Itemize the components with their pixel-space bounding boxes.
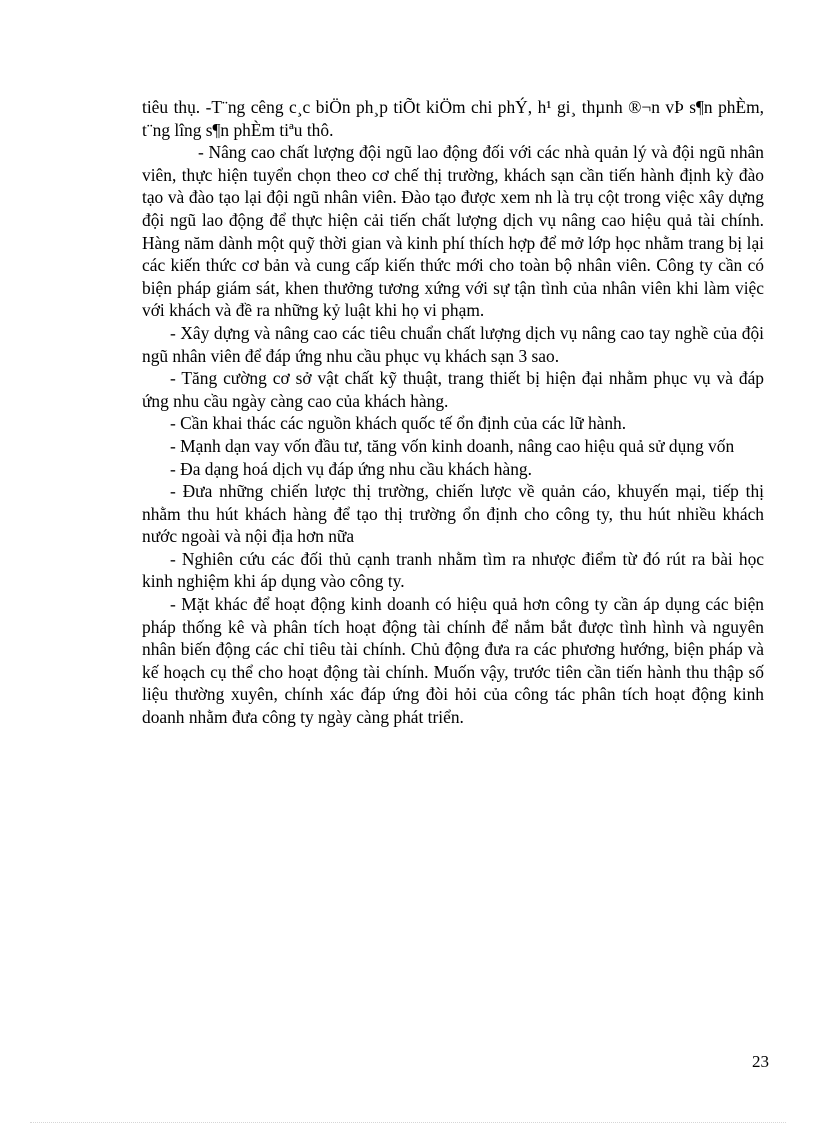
paragraph-capital: - Mạnh dạn vay vốn đầu tư, tăng vốn kinh doanh, nâng cao hiệu quả sử dụng vốn [170,435,735,456]
paragraph-consumption: tiêu thụ. -T¨ng cêng c¸c biÖn ph¸p tiÕt kiÖm chi phÝ, h¹ gi¸ thµnh ®¬n vÞ s¶n phÈm, t¨ng lîng s¶n phÈm tiªu thô. [142,97,764,140]
paragraph-staff-quality: - Nâng cao chất lượng đội ngũ lao động đối với các nhà quản lý và đội ngũ nhân viên, thực hiện tuyển chọn theo cơ chế thị trường, khách sạn cần tiến hành định kỳ đào tạo và đào tạo lại đội ngũ nhân viên. Đào tạo được xem nh là trụ cột trong việc xây dựng đội ngũ lao động để thực hiện cải tiến chất lượng dịch vụ nâng cao hiệu quả tài chính. Hàng năm dành một quỹ thời gian và kinh phí thích hợp để mở lớp học nhằm trang bị lại các kiến thức cơ bản và cung cấp kiến thức mới cho toàn bộ nhân viên. Công ty cần có biện pháp giám sát, khen thưởng tương xứng với sự tận tình của nhân viên khi làm việc với khách và đề ra những kỷ luật khi họ vi phạm. [142,142,764,321]
paragraph-financial-analysis: - Mặt khác để hoạt động kinh doanh có hiệu quả hơn công ty cần áp dụng các biện pháp thống kê và phân tích hoạt động tài chính để nắm bắt được tình hình và nguyên nhân biến động các chỉ tiêu tài chính. Chủ động đưa ra các phương hướng, biện pháp và kế hoạch cụ thể cho hoạt động tài chính. Muốn vậy, trước tiên cần tiến hành thu thập số liệu thường xuyên, chính xác đáp ứng đòi hỏi của công tác phân tích hoạt động kinh doanh nhằm đưa công ty ngày càng phát triển. [142,594,764,728]
paragraph-marketing: - Đưa những chiến lược thị trường, chiến lược về quản cáo, khuyến mại, tiếp thị nhằm thu hút khách hàng để tạo thị trường ổn định cho công ty, thu hút nhiều khách nước ngoài và nội địa hơn nữa [142,481,764,547]
paragraph-competitors: - Nghiên cứu các đối thủ cạnh tranh nhằm tìm ra nhược điểm từ đó rút ra bài học kinh nghiệm khi áp dụng vào công ty. [142,548,764,592]
page-number: 23 [752,1052,769,1071]
document-body [142,96,764,729]
paragraph-service-standards: - Xây dựng và nâng cao các tiêu chuẩn chất lượng dịch vụ nâng cao tay nghề của đội ngũ nhân viên để đáp ứng nhu cầu phục vụ khách sạn 3 sao. [142,322,764,366]
paragraph-international-guests: - Cần khai thác các nguồn khách quốc tế ổn định của các lữ hành. [170,413,627,434]
paragraph-diversify: - Đa dạng hoá dịch vụ đáp ứng nhu cầu khách hàng. [170,458,532,479]
paragraph-facilities: - Tăng cường cơ sở vật chất kỹ thuật, trang thiết bị hiện đại nhằm phục vụ và đáp ứng nhu cầu ngày càng cao của khách hàng. [142,368,764,411]
